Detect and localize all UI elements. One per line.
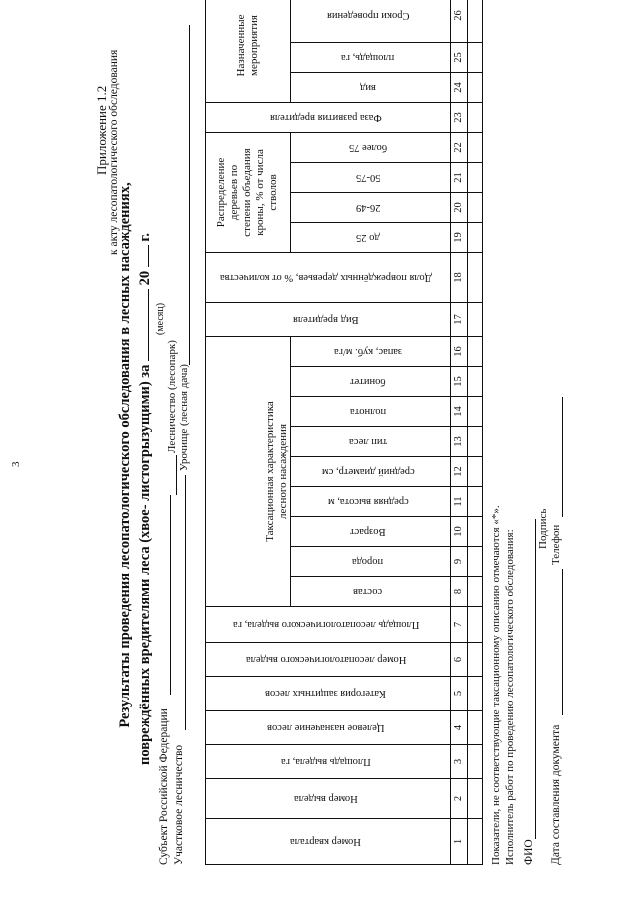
forestry-label: Лесничество (лесопарк) bbox=[166, 340, 178, 453]
col-header-26: Сроки проведения bbox=[290, 0, 450, 42]
tract-label: Урочище (лесная дача) bbox=[178, 364, 190, 471]
appendix-label: Приложение 1.2 bbox=[94, 85, 109, 175]
district-forestry-input-line[interactable] bbox=[185, 475, 186, 730]
title-year-suffix: г. bbox=[137, 233, 153, 242]
table-cell[interactable] bbox=[467, 397, 482, 427]
table-cell[interactable] bbox=[467, 779, 482, 819]
table-cell[interactable] bbox=[467, 745, 482, 779]
col-header-10: Возраст bbox=[290, 517, 450, 547]
col-number: 15 bbox=[450, 367, 467, 397]
col-header-4: Целевое назначение лесов bbox=[206, 711, 451, 745]
table-cell[interactable] bbox=[467, 222, 482, 252]
group-header-taxation bbox=[206, 336, 264, 606]
table-cell[interactable] bbox=[467, 677, 482, 711]
col-number: 24 bbox=[450, 72, 467, 102]
col-number: 25 bbox=[450, 42, 467, 72]
table-cell[interactable] bbox=[467, 132, 482, 162]
col-header-16: запас, куб. м/га bbox=[290, 336, 450, 366]
col-number: 17 bbox=[450, 302, 467, 336]
table-cell[interactable] bbox=[467, 643, 482, 677]
col-number: 9 bbox=[450, 547, 467, 577]
col-number: 14 bbox=[450, 397, 467, 427]
col-number: 22 bbox=[450, 132, 467, 162]
report-title-line2 bbox=[136, 233, 154, 765]
col-number: 26 bbox=[450, 0, 467, 42]
col-number: 23 bbox=[450, 102, 467, 132]
col-number: 3 bbox=[450, 745, 467, 779]
subject-input-line[interactable] bbox=[170, 495, 171, 695]
col-header-12: средний диаметр, см bbox=[290, 457, 450, 487]
table-cell[interactable] bbox=[467, 162, 482, 192]
col-header-14: полнота bbox=[290, 397, 450, 427]
signature-input-line[interactable] bbox=[535, 519, 536, 569]
executor-label: Исполнитель работ по проведению лесопатологического обследования: bbox=[504, 529, 516, 865]
col-header-13: тип леса bbox=[290, 427, 450, 457]
table-cell[interactable] bbox=[467, 302, 482, 336]
fio-input-line[interactable] bbox=[535, 569, 536, 839]
col-header-3: Площадь выдела, га bbox=[206, 745, 451, 779]
col-header-8: состав bbox=[290, 577, 450, 607]
table-cell[interactable] bbox=[467, 517, 482, 547]
col-header-21: 50-75 bbox=[290, 162, 450, 192]
col-header-24: вид bbox=[290, 72, 450, 102]
appendix-subtitle: к акту лесопатологического обследования bbox=[108, 49, 120, 255]
table-cell[interactable] bbox=[467, 42, 482, 72]
phone-input-line[interactable] bbox=[562, 397, 563, 517]
table-cell[interactable] bbox=[467, 336, 482, 366]
col-header-17: Вид вредителя bbox=[206, 302, 451, 336]
col-number: 8 bbox=[450, 577, 467, 607]
col-header-6: Номер лесопатологического выдела bbox=[206, 643, 451, 677]
table-cell[interactable] bbox=[467, 577, 482, 607]
column-number-row bbox=[450, 0, 467, 865]
table-cell[interactable] bbox=[467, 102, 482, 132]
col-number: 4 bbox=[450, 711, 467, 745]
footnote: Показатели, не соответствующие таксационному описанию отмечаются «*». bbox=[490, 505, 502, 865]
table-cell[interactable] bbox=[467, 427, 482, 457]
col-number: 13 bbox=[450, 427, 467, 457]
col-header-18: Доля повреждённых деревьев, % от количества bbox=[206, 252, 451, 302]
col-header-7: Площадь лесопатологического выдела, га bbox=[206, 607, 451, 643]
col-header-22: более 75 bbox=[290, 132, 450, 162]
col-header-2: Номер выдела bbox=[206, 779, 451, 819]
table-cell[interactable] bbox=[467, 192, 482, 222]
forestry-input-line[interactable] bbox=[176, 455, 177, 495]
group-header-defoliation: Распределение деревьев по степени объедания кроны, % от числа стволов bbox=[206, 132, 291, 252]
col-number: 11 bbox=[450, 487, 467, 517]
col-header-20: 26-49 bbox=[290, 192, 450, 222]
table-cell[interactable] bbox=[467, 252, 482, 302]
subject-label: Субъект Российской Федерации bbox=[158, 708, 170, 865]
col-header-11: средняя высота, м bbox=[290, 487, 450, 517]
col-number: 16 bbox=[450, 336, 467, 366]
tract-input-line[interactable] bbox=[189, 25, 190, 365]
col-number: 10 bbox=[450, 517, 467, 547]
col-header-23: Фаза развития вредителя bbox=[206, 102, 451, 132]
group-label-taxation: Таксационная характеристика лесного насаждения bbox=[264, 336, 291, 606]
date-input-line[interactable] bbox=[562, 569, 563, 715]
col-header-15: бонитет bbox=[290, 367, 450, 397]
table-cell[interactable] bbox=[467, 367, 482, 397]
report-title-line1: Результаты проведения лесопатологического обследования в лесных насаждениях, bbox=[117, 182, 133, 728]
table-cell[interactable] bbox=[467, 487, 482, 517]
col-number: 2 bbox=[450, 779, 467, 819]
col-number: 1 bbox=[450, 819, 467, 865]
col-header-1: Номер квартала bbox=[206, 819, 451, 865]
page-number: 3 bbox=[10, 461, 22, 467]
month-blank bbox=[136, 289, 149, 361]
title-year-prefix: 20 bbox=[137, 270, 153, 286]
table-cell[interactable] bbox=[467, 547, 482, 577]
table-cell[interactable] bbox=[467, 72, 482, 102]
signature-label: Подпись bbox=[537, 508, 549, 549]
fio-label: ФИО bbox=[523, 839, 535, 865]
results-table bbox=[205, 0, 483, 865]
col-header-5: Категория защитных лесов bbox=[206, 677, 451, 711]
table-cell[interactable] bbox=[467, 711, 482, 745]
col-header-19: до 25 bbox=[290, 222, 450, 252]
table-cell[interactable] bbox=[467, 457, 482, 487]
col-number: 12 bbox=[450, 457, 467, 487]
col-number: 7 bbox=[450, 607, 467, 643]
district-forestry-label: Участковое лесничество bbox=[173, 744, 185, 865]
col-number: 21 bbox=[450, 162, 467, 192]
col-number: 20 bbox=[450, 192, 467, 222]
year-blank bbox=[136, 245, 149, 267]
table-cell[interactable] bbox=[467, 607, 482, 643]
table-cell[interactable] bbox=[467, 819, 482, 865]
col-header-25: площадь, га bbox=[290, 42, 450, 72]
phone-label: Телефон bbox=[550, 524, 562, 565]
group-header-measures: Назначенные мероприятия bbox=[206, 0, 291, 102]
col-number: 5 bbox=[450, 677, 467, 711]
col-number: 19 bbox=[450, 222, 467, 252]
col-header-9: порода bbox=[290, 547, 450, 577]
table-row bbox=[467, 0, 482, 865]
table-cell[interactable] bbox=[467, 0, 482, 42]
report-title-text: повреждённых вредителями леса (хвое- листогрызущими) за bbox=[137, 364, 153, 765]
col-number: 18 bbox=[450, 252, 467, 302]
month-caption: (месяц) bbox=[155, 302, 166, 335]
date-label: Дата составления документа bbox=[550, 724, 562, 865]
col-number: 6 bbox=[450, 643, 467, 677]
